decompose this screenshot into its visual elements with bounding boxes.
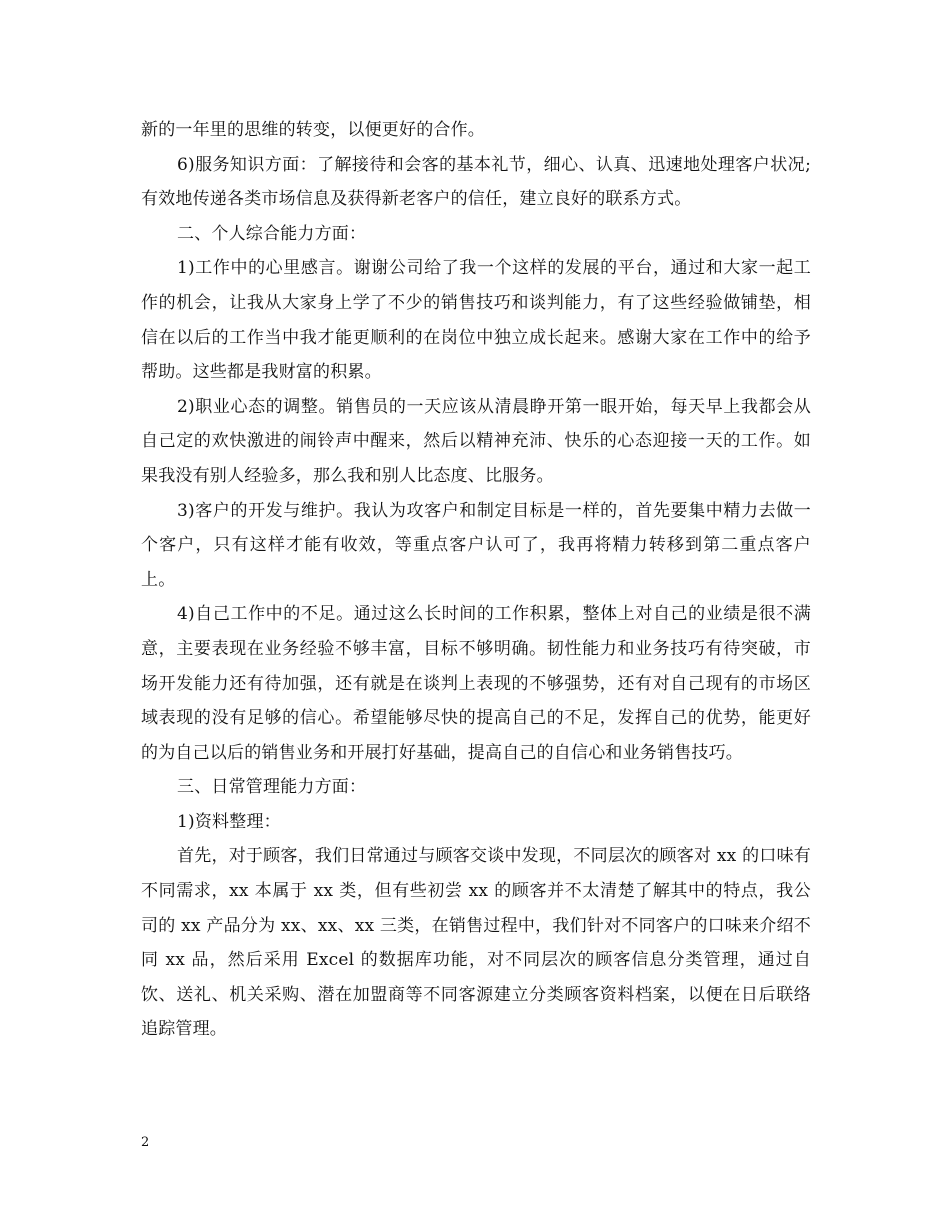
- paragraph-career-attitude: 2)职业心态的调整。销售员的一天应该从清晨睁开第一眼开始，每天早上我都会从自己定的欢快激进的闹铃声中醒来，然后以精神充沛、快乐的心态迎接一天的工作。如果我没有别人经验多，那么我和别人比态度、比服务。: [141, 396, 811, 486]
- paragraph-customer-data: 首先，对于顾客，我们日常通过与顾客交谈中发现，不同层次的顾客对 xx 的口味有不同需求，xx 本属于 xx 类，但有些初尝 xx 的顾客并不太清楚了解其中的特点，我公司的 xx 产品分为 xx、xx、xx 三类，在销售过程中，我们针对不同客户的口味来介绍不同 xx 品，然后采用 Excel 的数据库功能，对不同层次的顾客信息分类管理，通过自饮、送礼、机关采购、潜在加盟商等不同客源建立分类顾客资料档案，以便在日后联络追踪管理。: [141, 846, 811, 1040]
- section-heading-personal-ability: 二、个人综合能力方面：: [177, 223, 367, 244]
- page-number: 2: [141, 1135, 150, 1150]
- document-body: [141, 113, 811, 1047]
- section-heading-daily-management: 三、日常管理能力方面：: [177, 777, 367, 798]
- paragraph-shortcomings: 4)自己工作中的不足。通过这么长时间的工作积累，整体上对自己的业绩是很不满意，主要表现在业务经验不够丰富，目标不够明确。韧性能力和业务技巧有待突破，市场开发能力还有待加强，还有就是在谈判上表现的不够强势，还有对自己现有的市场区域表现的没有足够的信心。希望能够尽快的提高自己的不足，发挥自己的优势，能更好的为自己以后的销售业务和开展打好基础，提高自己的自信心和业务销售技巧。: [141, 604, 811, 763]
- paragraph-work-reflection: 1)工作中的心里感言。谢谢公司给了我一个这样的发展的平台，通过和大家一起工作的机会，让我从大家身上学了不少的销售技巧和谈判能力，有了这些经验做铺垫，相信在以后的工作当中我才能更顺利的在岗位中独立成长起来。感谢大家在工作中的给予帮助。这些都是我财富的积累。: [141, 258, 811, 383]
- paragraph-continuation: 新的一年里的思维的转变，以便更好的合作。: [141, 120, 485, 140]
- subheading-data-organization: 1)资料整理：: [177, 811, 281, 832]
- paragraph-customer-development: 3)客户的开发与维护。我认为攻客户和制定目标是一样的，首先要集中精力去做一个客户，只有这样才能有收效，等重点客户认可了，我再将精力转移到第二重点客户上。: [141, 500, 811, 590]
- paragraph-service-knowledge: 6)服务知识方面：了解接待和会客的基本礼节，细心、认真、迅速地处理客户状况;有效地传递各类市场信息及获得新老客户的信任，建立良好的联系方式。: [141, 154, 811, 210]
